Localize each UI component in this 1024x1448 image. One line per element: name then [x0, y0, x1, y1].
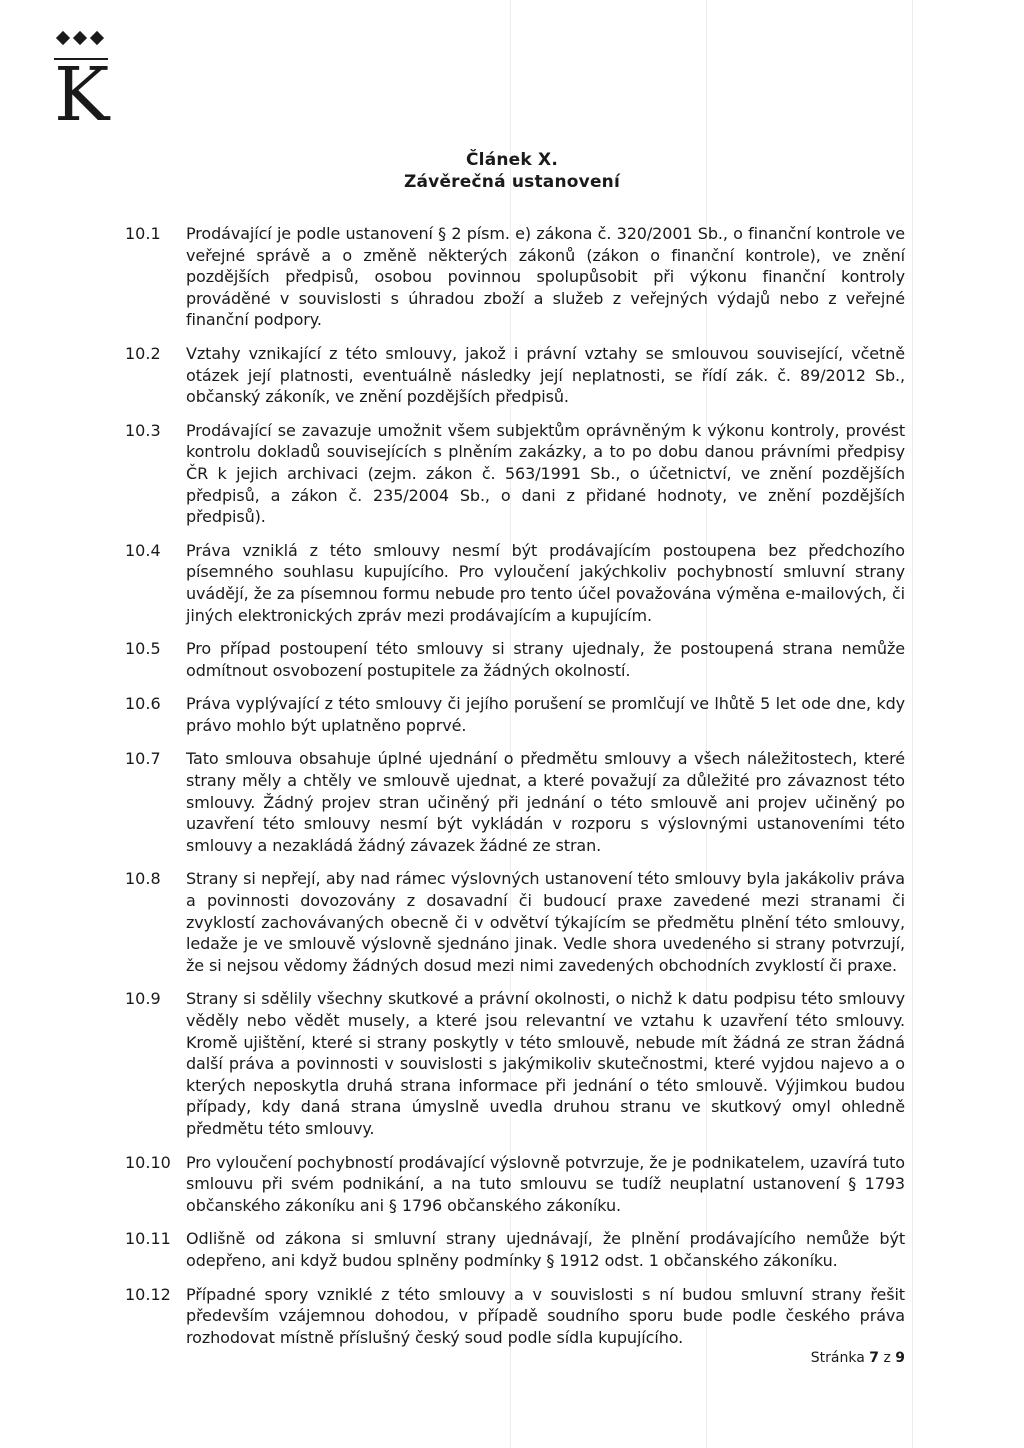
clause-number: 10.3: [125, 420, 161, 440]
clause-number: 10.10: [125, 1152, 171, 1172]
company-logo: [54, 30, 114, 138]
clause-item: [125, 1152, 905, 1217]
clause-item: [125, 748, 905, 856]
page-total: 9: [895, 1350, 905, 1366]
clause-item: [125, 638, 905, 681]
clause-number: 10.12: [125, 1284, 171, 1304]
clause-text: Práva vzniklá z této smlouvy nesmí být prodávajícím postoupena bez předchozího písemného souhlasu kupujícího. Pro vyloučení jakýchkoliv pochybností smluvní strany uvádějí, že za písemnou formu nebude pro tento účel považována výměna e-mailových, či jiných elektronických zpráv mezi prodávajícím a kupujícím.: [186, 540, 905, 625]
clause-text: Pro vyloučení pochybností prodávající výslovně potvrzuje, že je podnikatelem, uzavírá tuto smlouvu při svém podnikání, a na tuto smlouvu se tudíž neuplatní ustanovení § 1793 občanského zákoníku ani § 1796 občanského zákoníku.: [186, 1152, 905, 1215]
clause-item: [125, 1228, 905, 1271]
clause-number: 10.6: [125, 694, 161, 714]
clause-item: [125, 343, 905, 408]
clause-item: [125, 988, 905, 1139]
clause-number: 10.5: [125, 639, 161, 659]
clause-text: Pro případ postoupení této smlouvy si strany ujednaly, že postoupená strana nemůže odmítnout osvobození postupitele za žádných okolností.: [186, 639, 905, 680]
clause-number: 10.11: [125, 1229, 171, 1249]
clause-item: [125, 1284, 905, 1349]
page-current: 7: [869, 1350, 879, 1366]
logo-letter: K: [54, 52, 110, 138]
clause-number: 10.9: [125, 989, 161, 1009]
article-label: Článek X.: [466, 150, 558, 170]
clause-item: [125, 420, 905, 528]
page-separator: z: [883, 1350, 891, 1366]
clause-text: Tato smlouva obsahuje úplné ujednání o předmětu smlouvy a všech náležitostech, které strany měly a chtěly ve smlouvě ujednat, a které považují za důležité pro závaznost této smlouvy. Žádný projev stran učiněný při jednání o této smlouvě ani projev učiněný po uzavření této smlouvy nesmí být vykládán v rozporu s výslovnými ustanoveními této smlouvy a nezakládá žádný závazek žádné ze stran.: [186, 749, 905, 855]
clause-number: 10.4: [125, 540, 161, 560]
clause-item: [125, 868, 905, 976]
page-word: Stránka: [810, 1350, 865, 1366]
page-number: [811, 1350, 905, 1366]
clause-text: Práva vyplývající z této smlouvy či jejího porušení se promlčují ve lhůtě 5 let ode dne, kdy právo mohlo být uplatněno poprvé.: [186, 694, 905, 735]
clause-text: Vztahy vznikající z této smlouvy, jakož i právní vztahy se smlouvou související, včetně otázek její platnosti, eventuálně následky její neplatnosti, se řídí zák. č. 89/2012 Sb., občanský zákoník, ve znění pozdějších předpisů.: [186, 343, 905, 407]
clause-text: Strany si sdělily všechny skutkové a právní okolnosti, o nichž k datu podpisu této smlouvy věděly nebo vědět musely, a které jsou relevantní ve vztahu k uzavření této smlouvy. Kromě ujištění, které si strany poskytly v této smlouvě, nebude mít žádná ze stran žádná další práva a povinnosti v souvislosti s jakýmikoliv skutečnostmi, které vyjdou najevo a o kterých neposkytla druhá strana informace při jednání o této smlouvě. Výjimkou budou případy, kdy daná strana úmyslně uvedla druhou stranu ve skutkový omyl ohledně předmětu této smlouvy.: [186, 989, 905, 1138]
clause-text: Strany si nepřejí, aby nad rámec výslovných ustanovení této smlouvy byla jakákoliv práva a povinnosti dovozovány z dosavadní či budoucí praxe zavedené mezi stranami či zvyklostí zachovávaných obecně či v odvětví týkajícím se předmětu plnění této smlouvy, ledaže je ve smlouvě výslovně sjednáno jinak. Vedle shora uvedeného si strany potvrzují, že si nejsou vědomy žádných dosud mezi nimi zavedených obchodních zvyklostí či praxe.: [186, 869, 905, 975]
clause-number: 10.1: [125, 224, 161, 243]
scan-fold-line: [912, 0, 913, 1448]
clause-text: Prodávající je podle ustanovení § 2 písm. e) zákona č. 320/2001 Sb., o finanční kontrole ve veřejné správě a o změně některých zákonů (zákon o finanční kontrole), ve znění pozdějších předpisů, osobou povinnou spolupůsobit při výkonu finanční kontroly prováděné v souvislosti s úhradou zboží a služeb z veřejných výdajů nebo z veřejné finanční podpory.: [186, 224, 905, 330]
clause-text: Prodávající se zavazuje umožnit všem subjektům oprávněným k výkonu kontroly, provést kontrolu dokladů souvisejících s plněním zakázky, a to po dobu danou právními předpisy ČR k jejich archivaci (zejm. zákon č. 563/1991 Sb., o účetnictví, ve znění pozdějších předpisů, a zákon č. 235/2004 Sb., o dani z přidané hodnoty, ve znění pozdějších předpisů).: [186, 420, 905, 527]
clause-number: 10.8: [125, 869, 161, 889]
clause-number: 10.7: [125, 749, 161, 769]
clause-item: [125, 223, 905, 331]
clause-number: 10.2: [125, 343, 161, 363]
article-title: Závěrečná ustanovení: [403, 172, 621, 192]
clause-text: Případné spory vzniklé z této smlouvy a v souvislosti s ní budou smluvní strany řešit především vzájemnou dohodou, v případě soudního sporu bude podle českého práva rozhodovat místně příslušný český soud podle sídla kupujícího.: [186, 1284, 905, 1347]
clause-item: [125, 693, 905, 736]
clause-item: [125, 540, 905, 626]
clause-list: [125, 223, 905, 1360]
three-diamonds-icon: [56, 30, 104, 46]
clause-text: Odlišně od zákona si smluvní strany ujednávají, že plnění prodávajícího nemůže být odepřeno, ani když budou splněny podmínky § 1912 odst. 1 občanského zákoníku.: [186, 1229, 905, 1270]
